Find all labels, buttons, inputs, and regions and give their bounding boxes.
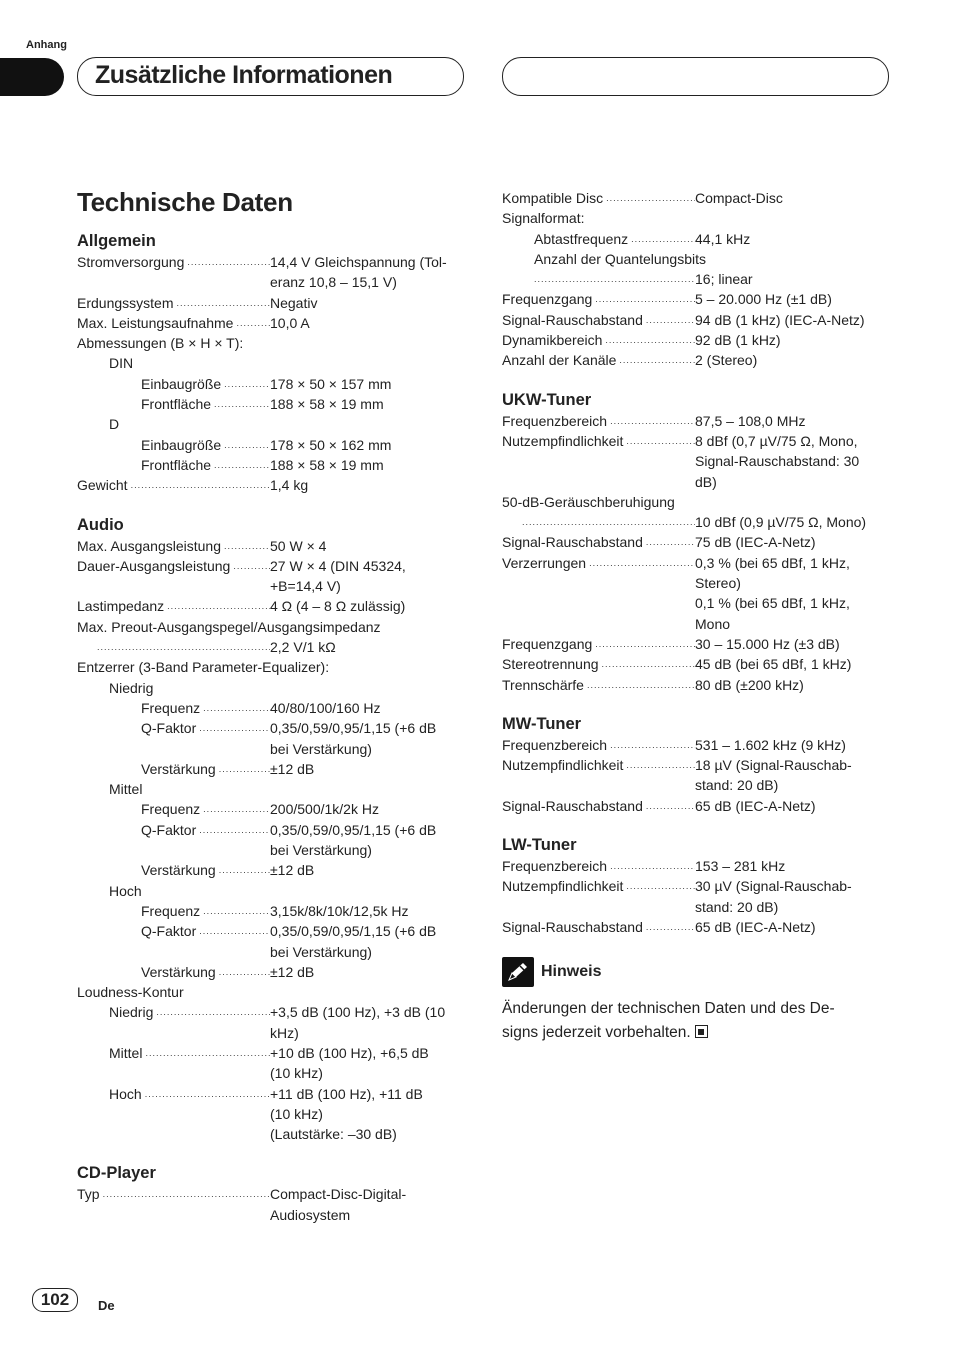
spec-value: 2 (Stereo) [695, 352, 758, 369]
spec-value: 0,35/0,59/0,95/1,15 (+6 dB [270, 923, 437, 940]
spec-value: Compact-Disc-Digital- [270, 1186, 407, 1203]
spec-value: Mono [695, 615, 731, 632]
spec-value: 178 × 50 × 162 mm [270, 436, 392, 453]
spec-value: 0,35/0,59/0,95/1,15 (+6 dB [270, 720, 437, 737]
spec-value: +B=14,4 V) [270, 578, 341, 595]
spec-label: Frequenz [141, 902, 201, 919]
spec-row [77, 718, 462, 759]
spec-label: Frequenz [141, 699, 201, 716]
spec-value: 188 × 58 × 19 mm [270, 396, 384, 413]
spec-row [502, 856, 887, 876]
spec-row [77, 596, 462, 616]
note-text [502, 997, 887, 1045]
spec-row [502, 796, 887, 816]
spec-value: 40/80/100/160 Hz [270, 699, 381, 716]
spec-value: (Lautstärke: –30 dB) [270, 1126, 397, 1143]
spec-row [502, 876, 887, 917]
spec-label: Trennschärfe [502, 676, 584, 693]
spec-value: ±12 dB [270, 963, 315, 980]
spec-subheading: Loudness-Kontur [77, 984, 184, 1001]
chapter-title: Zusätzliche Informationen [95, 61, 393, 89]
spec-label: Typ [77, 1186, 100, 1203]
note-line: signs jederzeit vorbehalten. [502, 1024, 691, 1042]
spec-row [77, 374, 462, 394]
spec-row [502, 917, 887, 937]
spec-row [502, 289, 887, 309]
spec-row [77, 820, 462, 861]
spec-row [502, 431, 887, 492]
spec-value: 1,4 kg [270, 477, 309, 494]
spec-row [77, 475, 462, 495]
spec-label: Dauer-Ausgangsleistung [77, 557, 231, 574]
spec-value: kHz) [270, 1024, 299, 1041]
spec-value: 45 dB (bei 65 dBf, 1 kHz) [695, 656, 852, 673]
spec-row [77, 759, 462, 779]
spec-value: 18 µV (Signal-Rauschab- [695, 757, 852, 774]
spec-label: Stereotrennung [502, 656, 599, 673]
language-code: De [98, 1298, 115, 1313]
spec-value: 153 – 281 kHz [695, 858, 786, 875]
spec-label: Verstärkung [141, 963, 216, 980]
spec-value: 14,4 V Gleichspannung (Tol- [270, 254, 447, 270]
spec-value: Stereo) [695, 575, 741, 592]
spec-value: ±12 dB [270, 862, 315, 879]
right-column [502, 188, 887, 1045]
spec-row [77, 921, 462, 962]
spec-row [77, 962, 462, 982]
spec-label: Signal-Rauschabstand [502, 534, 643, 551]
spec-value: 4 Ω (4 – 8 Ω zulässig) [270, 598, 406, 615]
end-mark-icon [695, 1025, 708, 1038]
page-title: Technische Daten [77, 187, 293, 217]
spec-value: 30 µV (Signal-Rauschab- [695, 878, 852, 895]
spec-value: 0,35/0,59/0,95/1,15 (+6 dB [270, 821, 437, 838]
spec-value: eranz 10,8 – 15,1 V) [270, 274, 397, 291]
spec-value: 16; linear [695, 271, 753, 288]
pencil-note-icon [502, 957, 534, 987]
spec-value: 178 × 50 × 157 mm [270, 375, 392, 392]
spec-label: Frequenzgang [502, 635, 593, 652]
spec-row [77, 435, 462, 455]
spec-label: Mittel [109, 1044, 143, 1061]
spec-value: 80 dB (±200 kHz) [695, 676, 804, 693]
spec-row [77, 860, 462, 880]
spec-value: Signal-Rauschabstand: 30 [695, 453, 860, 470]
spec-value: 0,3 % (bei 65 dBf, 1 kHz, [695, 554, 850, 571]
spec-row [77, 293, 462, 313]
spec-subheading: DIN [109, 355, 134, 372]
spec-value: 2,2 V/1 kΩ [270, 639, 336, 656]
spec-subheading: Max. Preout-Ausgangspegel/Ausgangsimpedanz [77, 618, 381, 635]
spec-subheading: Entzerrer (3-Band Parameter-Equalizer): [77, 659, 330, 676]
heading-mw-tuner: MW-Tuner [502, 714, 582, 733]
section-tab-marker [0, 58, 64, 96]
spec-label: Nutzempfindlichkeit [502, 432, 624, 449]
spec-value: Audiosystem [270, 1206, 351, 1223]
spec-subheading: 50-dB-Geräuschberuhigung [502, 493, 675, 510]
spec-value: (10 kHz) [270, 1105, 323, 1122]
note-header [502, 957, 887, 987]
spec-label: Verstärkung [141, 862, 216, 879]
spec-label: Kompatible Disc [502, 190, 604, 206]
spec-row [502, 350, 887, 370]
spec-label: Niedrig [109, 1004, 154, 1021]
spec-row [77, 637, 462, 657]
spec-row [502, 188, 887, 208]
spec-label: Frequenzbereich [502, 412, 608, 429]
page-number: 102 [32, 1288, 78, 1312]
spec-value: 200/500/1k/2k Hz [270, 801, 379, 818]
spec-label: Frequenzbereich [502, 736, 608, 753]
heading-cd-player: CD-Player [77, 1164, 156, 1183]
spec-subheading: D [109, 416, 120, 433]
spec-value: 94 dB (1 kHz) (IEC-A-Netz) [695, 311, 865, 328]
spec-value: dB) [695, 473, 717, 490]
spec-label: Einbaugröße [141, 436, 222, 453]
left-column [77, 230, 462, 1225]
section-label: Anhang [26, 39, 67, 51]
spec-row [77, 536, 462, 556]
spec-label: Hoch [109, 1085, 142, 1102]
heading-ukw-tuner: UKW-Tuner [502, 390, 592, 409]
spec-value: 65 dB (IEC-A-Netz) [695, 797, 816, 814]
note-title: Hinweis [541, 963, 602, 981]
spec-row [502, 654, 887, 674]
spec-value: 87,5 – 108,0 MHz [695, 412, 806, 429]
spec-label: Q-Faktor [141, 923, 197, 940]
spec-row [77, 1184, 462, 1225]
spec-row [502, 634, 887, 654]
spec-value: +11 dB (100 Hz), +11 dB [270, 1085, 423, 1102]
spec-label: Signal-Rauschabstand [502, 797, 643, 814]
spec-value: 50 W × 4 [270, 537, 327, 554]
spec-value: 65 dB (IEC-A-Netz) [695, 918, 816, 935]
spec-value: +10 dB (100 Hz), +6,5 dB [270, 1044, 429, 1061]
spec-value: 0,1 % (bei 65 dBf, 1 kHz, [695, 595, 850, 612]
empty-header-frame [502, 57, 889, 96]
spec-label: Nutzempfindlichkeit [502, 878, 624, 895]
spec-label: Signal-Rauschabstand [502, 918, 643, 935]
spec-row [77, 799, 462, 819]
spec-label: Frequenz [141, 801, 201, 818]
spec-row [502, 269, 887, 289]
spec-label: Verzerrungen [502, 554, 587, 571]
spec-value: Compact-Disc [695, 190, 783, 206]
spec-row [502, 512, 887, 532]
spec-label: Dynamikbereich [502, 332, 603, 349]
heading-audio: Audio [77, 515, 124, 534]
spec-row [77, 252, 462, 293]
spec-row [77, 1043, 462, 1084]
spec-row [77, 901, 462, 921]
spec-value: 27 W × 4 (DIN 45324, [270, 557, 406, 574]
spec-value: 188 × 58 × 19 mm [270, 456, 384, 473]
spec-row [502, 411, 887, 431]
spec-value: stand: 20 dB) [695, 898, 779, 915]
spec-label: Signal-Rauschabstand [502, 311, 643, 328]
spec-row [502, 675, 887, 695]
spec-subheading: Signalformat: [502, 210, 585, 227]
spec-label: Frontfläche [141, 396, 212, 413]
spec-value: bei Verstärkung) [270, 943, 372, 960]
spec-label: Lastimpedanz [77, 598, 165, 615]
spec-row [77, 313, 462, 333]
note-line: Änderungen der technischen Daten und des De- [502, 1000, 835, 1018]
spec-value: 10,0 A [270, 314, 310, 331]
spec-subheading: Hoch [109, 882, 142, 899]
spec-value: ±12 dB [270, 760, 315, 777]
spec-label: Einbaugröße [141, 375, 222, 392]
spec-label: Nutzempfindlichkeit [502, 757, 624, 774]
spec-row [77, 455, 462, 475]
spec-label: Erdungssystem [77, 294, 174, 311]
spec-value: 5 – 20.000 Hz (±1 dB) [695, 291, 832, 308]
heading-allgemein: Allgemein [77, 232, 156, 250]
spec-row [502, 310, 887, 330]
spec-row [502, 330, 887, 350]
spec-label: Q-Faktor [141, 720, 197, 737]
spec-value: 3,15k/8k/10k/12,5k Hz [270, 902, 409, 919]
spec-value: bei Verstärkung) [270, 842, 372, 859]
spec-label: Verstärkung [141, 760, 216, 777]
spec-value: bei Verstärkung) [270, 740, 372, 757]
spec-label: Abtastfrequenz [534, 230, 629, 247]
spec-subheading: Anzahl der Quantelungsbits [534, 250, 706, 267]
spec-value: 75 dB (IEC-A-Netz) [695, 534, 816, 551]
spec-value: 92 dB (1 kHz) [695, 332, 781, 349]
heading-lw-tuner: LW-Tuner [502, 836, 577, 855]
spec-value: stand: 20 dB) [695, 777, 779, 794]
spec-row [502, 229, 887, 249]
spec-value: +3,5 dB (100 Hz), +3 dB (10 [270, 1004, 446, 1021]
spec-label: Anzahl der Kanäle [502, 352, 617, 369]
spec-label: Frequenzbereich [502, 858, 608, 875]
spec-label: Max. Ausgangsleistung [77, 537, 221, 554]
spec-subheading: Mittel [109, 781, 143, 798]
spec-subheading: Abmessungen (B × H × T): [77, 335, 244, 352]
spec-row [502, 553, 887, 634]
spec-label: Q-Faktor [141, 821, 197, 838]
spec-label: Gewicht [77, 477, 128, 494]
spec-value: (10 kHz) [270, 1065, 323, 1082]
spec-value: 30 – 15.000 Hz (±3 dB) [695, 635, 840, 652]
spec-row [502, 755, 887, 796]
spec-label: Stromversorgung [77, 254, 185, 270]
spec-row [77, 394, 462, 414]
spec-value: 8 dBf (0,7 µV/75 Ω, Mono, [695, 432, 858, 449]
spec-row [502, 735, 887, 755]
spec-value: Negativ [270, 294, 318, 311]
spec-subheading: Niedrig [109, 679, 154, 696]
spec-row [77, 1084, 462, 1145]
spec-value: 44,1 kHz [695, 230, 751, 247]
spec-row [77, 1002, 462, 1043]
spec-label: Frontfläche [141, 456, 212, 473]
spec-row [77, 556, 462, 597]
spec-row [77, 698, 462, 718]
spec-label: Frequenzgang [502, 291, 593, 308]
spec-row [502, 532, 887, 552]
spec-label: Max. Leistungsaufnahme [77, 314, 234, 331]
spec-value: 10 dBf (0,9 µV/75 Ω, Mono) [695, 514, 867, 531]
spec-value: 531 – 1.602 kHz (9 kHz) [695, 736, 846, 753]
